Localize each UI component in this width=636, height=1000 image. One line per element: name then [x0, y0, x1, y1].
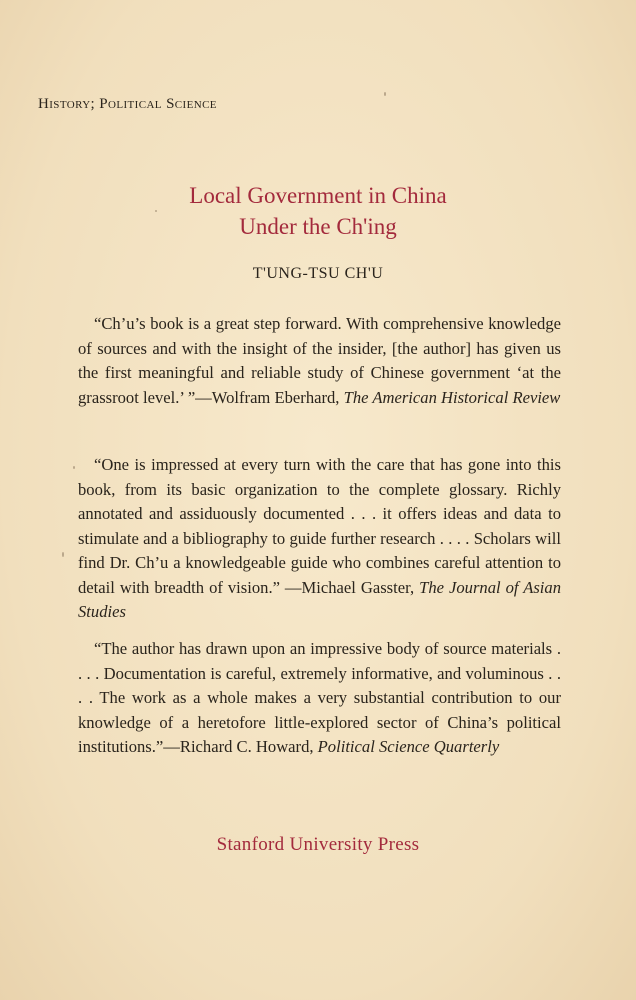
review-source: Political Science Quarterly [317, 737, 500, 756]
paper-speck [155, 210, 157, 212]
review-text: “One is impressed at every turn with the care that has gone into this book, from its basic organization to the complete glossary. Richly annotated and assiduously documented . . . it offers ideas and data to stimulate and a bibliography to guide further research . . . . Scholars will find Dr. Ch’u a knowledgeable guide who combines careful attention to detail with breadth of vision.” —Michael Gasster, [78, 455, 561, 597]
review-source: The American Historical Review [343, 387, 561, 407]
book-title-line-2: Under the Ch'ing [239, 214, 397, 239]
publisher-name: Stanford University Press [216, 834, 420, 855]
subject-category: History; Political Science [38, 96, 217, 112]
review-source: The Journal of Asian Studies [78, 577, 561, 621]
paper-speck [384, 92, 386, 96]
review-text: “The author has drawn upon an impressive body of source materials . . . . Documentation is careful, extremely informative, and voluminous . . . . The work as a whole makes a very substantial contribution to our knowledge of a heretofore little-explored sector of China’s political institutions.”—Richard C. Howard, [78, 639, 561, 756]
review-quote [78, 637, 561, 760]
review-quote [78, 453, 561, 625]
review-text: “Ch’u’s book is a great step forward. With comprehensive knowledge of sources and with the insight of the insider, [the author] has given us the first meaningful and reliable study of Chinese government ‘at the grassroot level.’ ”—Wolfram Eberhard, [78, 314, 561, 407]
review-quote [78, 312, 561, 410]
book-title-line-1: Local Government in China [189, 183, 447, 208]
paper-speck [62, 552, 64, 557]
author-name: T'UNG-TSU CH'U [252, 265, 384, 282]
paper-speck [73, 466, 75, 469]
